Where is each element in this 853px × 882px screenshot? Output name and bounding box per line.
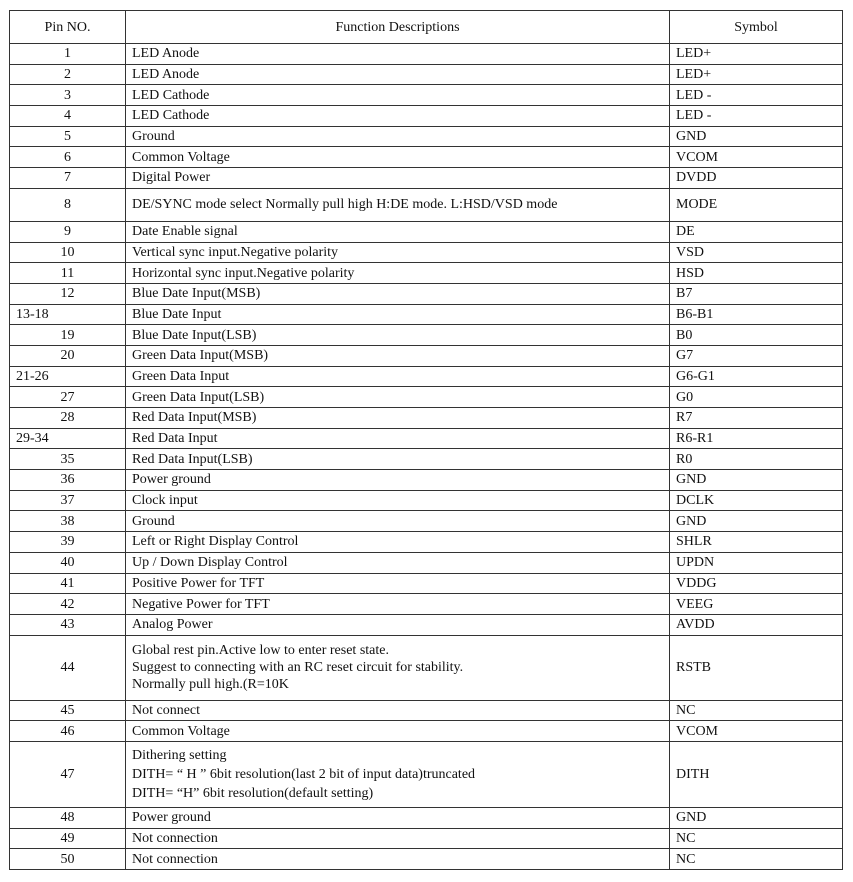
pin-number-cell: 45 [10, 700, 126, 721]
table-row [10, 700, 843, 721]
table-row [10, 64, 843, 85]
function-description-cell [126, 64, 670, 85]
function-description-line: DITH= “H” 6bit resolution(default setting) [132, 785, 374, 801]
function-description-cell [126, 635, 670, 700]
symbol-cell: B6-B1 [670, 304, 843, 325]
pin-number-cell: 29-34 [10, 428, 126, 449]
symbol-cell: LED - [670, 106, 843, 127]
pin-number-cell: 36 [10, 470, 126, 491]
function-description-line: Blue Date Input(MSB) [132, 286, 261, 302]
function-description-cell [126, 828, 670, 849]
symbol-cell: VSD [670, 242, 843, 263]
function-description-line: DE/SYNC mode select Normally pull high H:DE mode. L:HSD/VSD mode [132, 197, 558, 213]
symbol-cell: DVDD [670, 168, 843, 189]
table-row [10, 490, 843, 511]
function-description-line: Analog Power [132, 617, 213, 633]
pin-number-cell: 37 [10, 490, 126, 511]
pin-number-cell: 44 [10, 635, 126, 700]
symbol-cell: VEEG [670, 594, 843, 615]
symbol-cell: GND [670, 807, 843, 828]
function-description-cell [126, 700, 670, 721]
pin-number-cell: 40 [10, 552, 126, 573]
table-row [10, 594, 843, 615]
function-description-cell [126, 106, 670, 127]
symbol-cell: NC [670, 849, 843, 870]
symbol-cell: RSTB [670, 635, 843, 700]
table-row [10, 126, 843, 147]
symbol-cell: R6-R1 [670, 428, 843, 449]
pin-number-cell: 38 [10, 511, 126, 532]
function-description-cell [126, 242, 670, 263]
function-description-line: Suggest to connecting with an RC reset circuit for stability. [132, 660, 464, 676]
function-description-line: Common Voltage [132, 723, 230, 739]
symbol-cell: R7 [670, 408, 843, 429]
pin-number-cell: 28 [10, 408, 126, 429]
pin-number-cell: 21-26 [10, 366, 126, 387]
pin-number-cell: 46 [10, 721, 126, 742]
symbol-cell: R0 [670, 449, 843, 470]
pin-number-cell: 27 [10, 387, 126, 408]
function-description-cell [126, 188, 670, 221]
function-description-line: Not connection [132, 830, 218, 846]
function-description-line: Negative Power for TFT [132, 596, 270, 612]
function-description-line: Green Data Input(MSB) [132, 348, 269, 364]
symbol-cell: B0 [670, 325, 843, 346]
pin-number-cell: 11 [10, 263, 126, 284]
function-description-line: LED Cathode [132, 87, 210, 103]
function-description-line: Global rest pin.Active low to enter reset state. [132, 643, 389, 659]
header-function-descriptions: Function Descriptions [126, 11, 670, 44]
table-row [10, 849, 843, 870]
function-description-cell [126, 470, 670, 491]
table-row [10, 573, 843, 594]
function-description-cell [126, 85, 670, 106]
function-description-line: Green Data Input [132, 368, 230, 384]
function-description-line: Blue Date Input [132, 306, 222, 322]
function-description-line: Ground [132, 129, 175, 145]
table-row [10, 263, 843, 284]
table-row [10, 242, 843, 263]
symbol-cell: MODE [670, 188, 843, 221]
symbol-cell: G6-G1 [670, 366, 843, 387]
table-row [10, 304, 843, 325]
table-row [10, 85, 843, 106]
table-row [10, 106, 843, 127]
table-row [10, 147, 843, 168]
function-description-line: Not connect [132, 702, 201, 718]
table-row [10, 221, 843, 242]
symbol-cell: B7 [670, 283, 843, 304]
function-description-line: LED Cathode [132, 108, 210, 124]
function-description-line: Vertical sync input.Negative polarity [132, 244, 339, 260]
pin-description-table [9, 10, 843, 870]
function-description-cell [126, 594, 670, 615]
function-description-line: Red Data Input [132, 431, 218, 447]
function-description-line: Dithering setting [132, 747, 227, 763]
function-description-cell [126, 283, 670, 304]
symbol-cell: LED+ [670, 44, 843, 65]
symbol-cell: DITH [670, 741, 843, 807]
symbol-cell: G7 [670, 345, 843, 366]
symbol-cell: UPDN [670, 552, 843, 573]
function-description-line: DITH= “ H ” 6bit resolution(last 2 bit of input data)truncated [132, 766, 476, 782]
table-row [10, 511, 843, 532]
pin-number-cell: 49 [10, 828, 126, 849]
pin-number-cell: 20 [10, 345, 126, 366]
pin-number-cell: 41 [10, 573, 126, 594]
function-description-line: Date Enable signal [132, 224, 238, 240]
table-row [10, 828, 843, 849]
function-description-cell [126, 614, 670, 635]
function-description-line: Power ground [132, 810, 211, 826]
function-description-cell [126, 573, 670, 594]
function-description-cell [126, 44, 670, 65]
function-description-cell [126, 721, 670, 742]
function-description-cell [126, 408, 670, 429]
function-description-cell [126, 126, 670, 147]
function-description-cell [126, 741, 670, 807]
pin-number-cell: 47 [10, 741, 126, 807]
function-description-cell [126, 221, 670, 242]
table-row [10, 721, 843, 742]
pin-number-cell: 6 [10, 147, 126, 168]
function-description-cell [126, 511, 670, 532]
function-description-line: Not connection [132, 851, 218, 867]
table-row [10, 532, 843, 553]
function-description-cell [126, 366, 670, 387]
function-description-line: Red Data Input(LSB) [132, 451, 253, 467]
function-description-cell [126, 490, 670, 511]
symbol-cell: AVDD [670, 614, 843, 635]
function-description-cell [126, 345, 670, 366]
function-description-cell [126, 807, 670, 828]
function-description-line: Digital Power [132, 170, 211, 186]
symbol-cell: DE [670, 221, 843, 242]
symbol-cell: LED - [670, 85, 843, 106]
function-description-cell [126, 849, 670, 870]
table-row [10, 470, 843, 491]
function-description-line: Normally pull high.(R=10K [132, 677, 289, 693]
function-description-line: Green Data Input(LSB) [132, 389, 265, 405]
function-description-line: Ground [132, 513, 175, 529]
symbol-cell: GND [670, 126, 843, 147]
function-description-line: Left or Right Display Control [132, 534, 299, 550]
symbol-cell: GND [670, 470, 843, 491]
symbol-cell: NC [670, 700, 843, 721]
table-row [10, 552, 843, 573]
table-row [10, 325, 843, 346]
table-row [10, 635, 843, 700]
symbol-cell: VCOM [670, 721, 843, 742]
function-description-cell [126, 325, 670, 346]
symbol-cell: VCOM [670, 147, 843, 168]
pin-number-cell: 5 [10, 126, 126, 147]
table-row [10, 168, 843, 189]
pin-number-cell: 8 [10, 188, 126, 221]
table-row [10, 188, 843, 221]
pin-number-cell: 48 [10, 807, 126, 828]
table-row [10, 614, 843, 635]
header-symbol: Symbol [670, 11, 843, 44]
table-row [10, 408, 843, 429]
pin-number-cell: 42 [10, 594, 126, 615]
function-description-cell [126, 428, 670, 449]
function-description-cell [126, 147, 670, 168]
pin-number-cell: 43 [10, 614, 126, 635]
symbol-cell: SHLR [670, 532, 843, 553]
pin-number-cell: 10 [10, 242, 126, 263]
table-row [10, 283, 843, 304]
function-description-line: Clock input [132, 493, 198, 509]
function-description-line: Horizontal sync input.Negative polarity [132, 265, 355, 281]
table-row [10, 449, 843, 470]
table-row [10, 44, 843, 65]
pin-number-cell: 9 [10, 221, 126, 242]
table-row [10, 741, 843, 807]
symbol-cell: GND [670, 511, 843, 532]
header-pin-no: Pin NO. [10, 11, 126, 44]
function-description-cell [126, 304, 670, 325]
function-description-cell [126, 532, 670, 553]
table-row [10, 366, 843, 387]
function-description-cell [126, 449, 670, 470]
function-description-line: LED Anode [132, 67, 200, 83]
symbol-cell: HSD [670, 263, 843, 284]
symbol-cell: DCLK [670, 490, 843, 511]
function-description-line: Common Voltage [132, 149, 230, 165]
symbol-cell: LED+ [670, 64, 843, 85]
symbol-cell: NC [670, 828, 843, 849]
function-description-line: Red Data Input(MSB) [132, 410, 257, 426]
function-description-line: LED Anode [132, 46, 200, 62]
function-description-line: Up / Down Display Control [132, 555, 288, 571]
pin-number-cell: 19 [10, 325, 126, 346]
function-description-cell [126, 552, 670, 573]
function-description-line: Blue Date Input(LSB) [132, 327, 257, 343]
pin-number-cell: 4 [10, 106, 126, 127]
pin-number-cell: 35 [10, 449, 126, 470]
symbol-cell: G0 [670, 387, 843, 408]
table-row [10, 387, 843, 408]
function-description-line: Power ground [132, 472, 211, 488]
pin-number-cell: 1 [10, 44, 126, 65]
pin-number-cell: 13-18 [10, 304, 126, 325]
function-description-cell [126, 168, 670, 189]
table-row [10, 428, 843, 449]
pin-number-cell: 50 [10, 849, 126, 870]
pin-number-cell: 2 [10, 64, 126, 85]
pin-number-cell: 39 [10, 532, 126, 553]
symbol-cell: VDDG [670, 573, 843, 594]
table-row [10, 807, 843, 828]
pin-number-cell: 12 [10, 283, 126, 304]
function-description-cell [126, 387, 670, 408]
pin-number-cell: 7 [10, 168, 126, 189]
function-description-line: Positive Power for TFT [132, 575, 265, 591]
pin-number-cell: 3 [10, 85, 126, 106]
function-description-cell [126, 263, 670, 284]
table-body [10, 44, 843, 870]
table-row [10, 345, 843, 366]
header-row [10, 11, 843, 44]
